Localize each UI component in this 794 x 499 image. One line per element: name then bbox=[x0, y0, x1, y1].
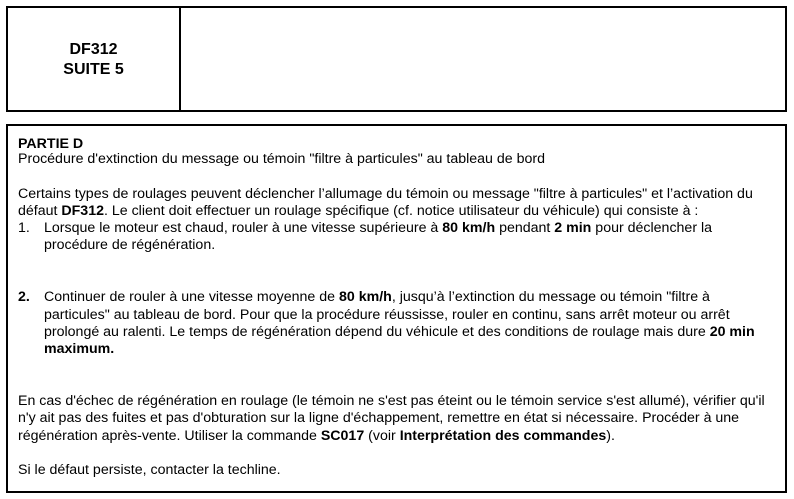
intro-text-2: . Le client doit effectuer un roulage spécifique (cf. notice utilisateur du véhicule) qui consiste à : bbox=[103, 202, 699, 219]
step-2-speed: 80 km/h bbox=[338, 289, 392, 306]
step-2-max-time: 20 min maximum. bbox=[44, 323, 755, 358]
spacer bbox=[18, 445, 775, 462]
spacer bbox=[18, 376, 775, 393]
intro-text-1: Certains types de roulages peuvent déclencher l’allumage du témoin ou message "filtre à particules" et l’activation du défaut bbox=[18, 185, 753, 219]
intro-fault-code: DF312 bbox=[61, 202, 104, 219]
section-subtitle: Procédure d'extinction du message ou témoin "filtre à particules" au tableau de bord bbox=[18, 151, 545, 167]
step-2-number: 2. bbox=[18, 289, 30, 306]
step-2-text-1: Continuer de rouler à une vitesse moyenne de bbox=[44, 289, 339, 306]
suite-label: SUITE 5 bbox=[63, 61, 124, 78]
failure-text-1: En cas d'échec de régénération en roulage (le témoin ne s'est pas éteint ou le témoin service s'est allumé), vérifier qu'il n'y ait pas des fuites et pas d'obturation sur la ligne d'échappement, remettre en état si nécessaire. Procéder à une régénération après-vente. Utiliser la commande bbox=[18, 393, 765, 444]
failure-text-3: ). bbox=[606, 427, 615, 444]
step-1 bbox=[18, 220, 775, 255]
spacer bbox=[18, 272, 775, 289]
intro-paragraph bbox=[18, 186, 775, 221]
header-code-cell bbox=[8, 8, 181, 110]
fault-code: DF312 bbox=[69, 41, 118, 58]
header-box bbox=[6, 6, 787, 112]
step-2 bbox=[18, 289, 775, 358]
step-1-number: 1. bbox=[18, 220, 30, 237]
procedure-box bbox=[6, 124, 787, 493]
step-1-duration: 2 min bbox=[554, 220, 592, 237]
step-1-speed: 80 km/h bbox=[442, 220, 496, 237]
command-reference: Interprétation des commandes bbox=[399, 427, 607, 444]
spacer bbox=[18, 255, 775, 272]
step-1-text bbox=[44, 220, 775, 255]
step-1-text-2: pendant bbox=[495, 220, 555, 237]
step-2-text bbox=[44, 289, 775, 358]
step-1-text-1: Lorsque le moteur est chaud, rouler à une vitesse supérieure à bbox=[44, 220, 443, 237]
failure-paragraph bbox=[18, 393, 775, 445]
closing-text: Si le défaut persiste, contacter la techline. bbox=[18, 462, 281, 479]
step-2-text-2: , jusqu’à l’extinction du message ou témoin "filtre à particules" au tableau de bord. Pour que la procédure réussisse, rouler en continu, sans arrêt moteur ou arrêt prolongé au ralenti. Le temps de régénération dépend du véhicule et des conditions de roulage mais dure bbox=[44, 289, 730, 340]
section-title: PARTIE D bbox=[18, 136, 84, 152]
command-code: SC017 bbox=[320, 427, 365, 444]
step-1-text-3: pour déclencher la procédure de régénération. bbox=[44, 220, 713, 254]
spacer bbox=[18, 168, 775, 185]
failure-text-2: (voir bbox=[364, 427, 400, 444]
spacer bbox=[18, 359, 775, 376]
